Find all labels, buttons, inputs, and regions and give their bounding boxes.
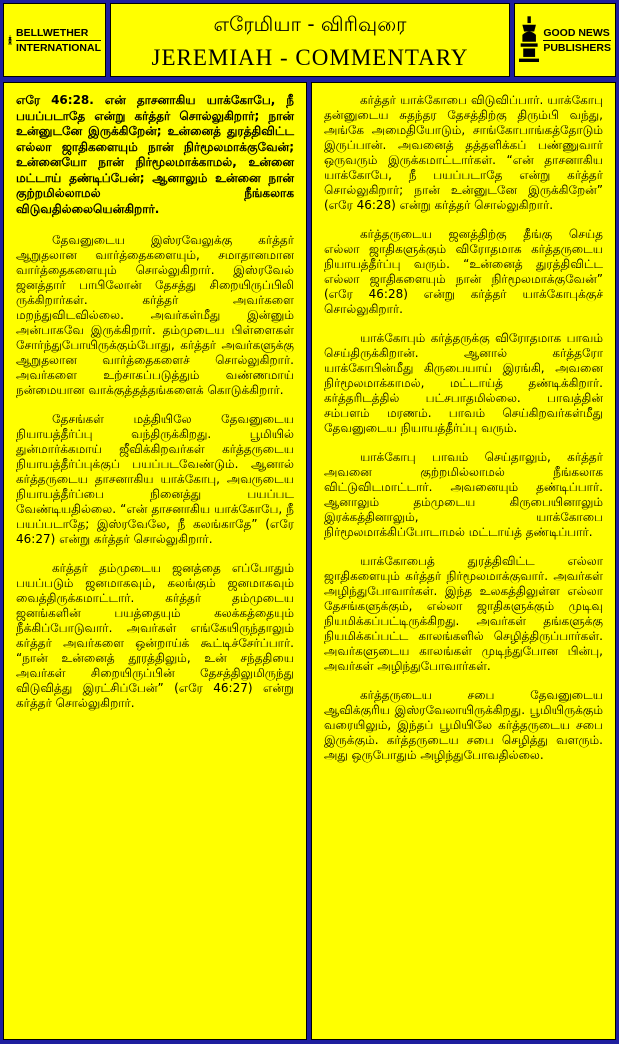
page-title-english: JEREMIAH - COMMENTARY	[151, 45, 469, 70]
commentary-paragraph: கர்த்தர் தம்முடைய ஜனத்தை எப்போதும் பயப்படும் ஜனமாகவும், கலங்கும் ஜனமாகவும் வைத்திருக்கமாட்டார். கர்த்தர் தம்முடைய ஜனங்களின் பயத்தையும் கலக்கத்தையும் நீக்கிப்போடுவார். அவர்கள் எங்கேயிருந்தாலும் கர்த்தர் அவர்களை ஒன்றாய்க் கூட்டிச்சேர்ப்பார். “நான் உன்னைத் தூரத்திலும், உன் சந்ததியை அவர்கள் சிறையிருப்பின் தேசத்திலுமிருந்து விடுவித்து இரட்சிப்பேன்” (எரே 46:27) என்று கர்த்தர் சொல்லுகிறார்.	[16, 561, 294, 710]
commentary-paragraph: யாக்கோபும் கர்த்தருக்கு விரோதமாக பாவம் செய்திருக்கிறான். ஆனால் கர்த்தரோ யாக்கோபின்மீது கிருபையாய் இரங்கி, அவனை நிர்மூலமாக்காமல், மட்டாய்த் தண்டிக்கிறார். கர்த்தரிடத்தில் பட்சபாதமில்லை. பாவத்தின் சம்பளம் மரணம். பாவம் செய்கிறவர்கள்மீது தேவனுடைய நியாயத்தீர்ப்பு வரும்.	[324, 331, 603, 435]
logo-left-line2: INTERNATIONAL	[16, 41, 101, 54]
page-header	[110, 3, 510, 77]
bell-tower-icon	[519, 12, 539, 68]
commentary-paragraph: கர்த்தருடைய சபை தேவனுடைய ஆவிக்குரிய இஸ்ரவேலாயிருக்கிறது. பூமியிருக்கும் வரையிலும், இந்தப் பூமியிலே கர்த்தருடைய சபை இருக்கும். கர்த்தருடைய சபை செழித்து வளரும். அது ஒருபோதும் அழிந்துபோவதில்லை.	[324, 688, 603, 762]
logo-right-line1: GOOD NEWS	[543, 26, 610, 39]
commentary-paragraph: யாக்கோபு பாவம் செய்தாலும், கர்த்தர் அவனை குற்றமில்லாமல் நீங்கலாக விட்டுவிடமாட்டார். அவனையும் தண்டிப்பார். ஆனாலும் தம்முடைய கிருபையினாலும் இரக்கத்தினாலும், யாக்கோபை நிர்மூலமாக்கிப்போடாமல் மட்டாய்த் தண்டிப்பார்.	[324, 450, 603, 539]
verse-paragraph: எரே 46:28. என் தாசனாகிய யாக்கோபே, நீ பயப்படாதே என்று கர்த்தர் சொல்லுகிறார்; நான் உன்னுடனே இருக்கிறேன்; உன்னைத் துரத்திவிட்ட எல்லா ஜாதிகளையும் நான் நிர்மூலமாக்குவேன்; உன்னையோ நான் நிர்மூலமாக்காமல், உன்னை மட்டாய் தண்டிப்பேன்; ஆனாலும் உன்னை நான் குற்றமில்லாமல் நீங்கலாக விடுவதில்லையென்கிறார்.	[16, 93, 294, 216]
commentary-paragraph: கர்த்தர் யாக்கோபை விடுவிப்பார். யாக்கோபு தன்னுடைய சுதந்தர தேசத்திற்கு திரும்பி வந்து, அங்கே அமைதியோடும், சாங்கோபாங்கத்தோடும் இருப்பான். அவனைத் தத்தளிக்கப் பண்ணுவார் ஒருவரும் இருக்கமாட்டார்கள். “என் தாசனாகிய யாக்கோபே, நீ பயப்படாதே என்று கர்த்தர் சொல்லுகிறார்; நான் உன்னுடனே இருக்கிறேன்” (எரே 46:28) என்று கர்த்தர் சொல்லுகிறார்.	[324, 93, 603, 212]
commentary-paragraph: யாக்கோபைத் துரத்திவிட்ட எல்லா ஜாதிகளையும் கர்த்தர் நிர்மூலமாக்குவார். அவர்கள் அழிந்துபோவார்கள். இந்த உலகத்திலுள்ள எல்லா தேசங்களுக்கும், எல்லா ஜாதிகளுக்கும் முடிவு நியமிக்கப்பட்டிருக்கிறது. அவர்கள் தங்களுக்கு நியமிக்கப்பட்ட காலங்களில் செழித்திருப்பார்கள். அவர்களுடைய காலங்கள் முடிந்துபோன பின்பு, அவர்கள் அழிந்துபோவார்கள்.	[324, 554, 603, 673]
good-news-logo	[514, 3, 616, 77]
commentary-paragraph: கர்த்தருடைய ஜனத்திற்கு தீங்கு செய்த எல்லா ஜாதிகளுக்கும் விரோதமாக கர்த்தருடைய நியாயத்தீர்ப்பு வரும். “உன்னைத் துரத்திவிட்ட எல்லா ஜாதிகளையும் நான் நிர்மூலமாக்குவேன்” (எரே 46:28) என்று கர்த்தர் யாக்கோபுக்குச் சொல்லுகிறார்.	[324, 227, 603, 316]
page-title-tamil: எரேமியா - விரிவுரை	[213, 12, 407, 36]
commentary-paragraph: தேவனுடைய இஸ்ரவேலுக்கு கர்த்தர் ஆறுதலான வார்த்தைகளையும், சமாதானமான வார்த்தைகளையும் சொல்லுகிறார். இஸ்ரவேல் ஜனத்தார் பாபிலோன் தேசத்து சிறையிருப்பிலி ருக்கிறார்கள். கர்த்தர் அவர்களை மறந்துவிடவில்லை. அவர்கள்மீது இன்னும் அன்பாகவே இருக்கிறார். தம்முடைய பிள்ளைகள் சோர்ந்துபோயிருக்கும்போது, கர்த்தர் அவர்களுக்கு ஆறுதலான வார்த்தைகளைச் சொல்லுகிறார். அவர்களை உற்சாகப்படுத்தும் வண்ணமாய் நன்மையான வாக்குத்தத்தங்களைக் கொடுக்கிறார்.	[16, 233, 294, 397]
commentary-paragraph: தேசங்கள் மத்தியிலே தேவனுடைய நியாயத்தீர்ப்பு வந்திருக்கிறது. பூமியில் துன்மார்க்கமாய் ஜீவிக்கிறவர்கள் கர்த்தருடைய நியாயத்தீர்ப்புக்குப் பயப்படவேண்டும். ஆனால் கர்த்தருடைய தாசனாகிய யாக்கோபு, அவருடைய நியாயத்தீர்ப்பை நினைத்து பயப்பட வேண்டியதில்லை. “என் தாசனாகிய யாக்கோபே, நீ பயப்படாதே; இஸ்ரவேலே, நீ கலங்காதே” (எரே 46:27) என்று கர்த்தர் சொல்லுகிறார்.	[16, 412, 294, 546]
logo-left-line1: BELLWETHER	[16, 26, 101, 41]
bellwether-logo	[3, 3, 106, 77]
bell-tower-icon	[8, 12, 12, 68]
logo-right-line2: PUBLISHERS	[543, 41, 611, 54]
right-column	[311, 82, 616, 1040]
left-column	[3, 82, 307, 1040]
